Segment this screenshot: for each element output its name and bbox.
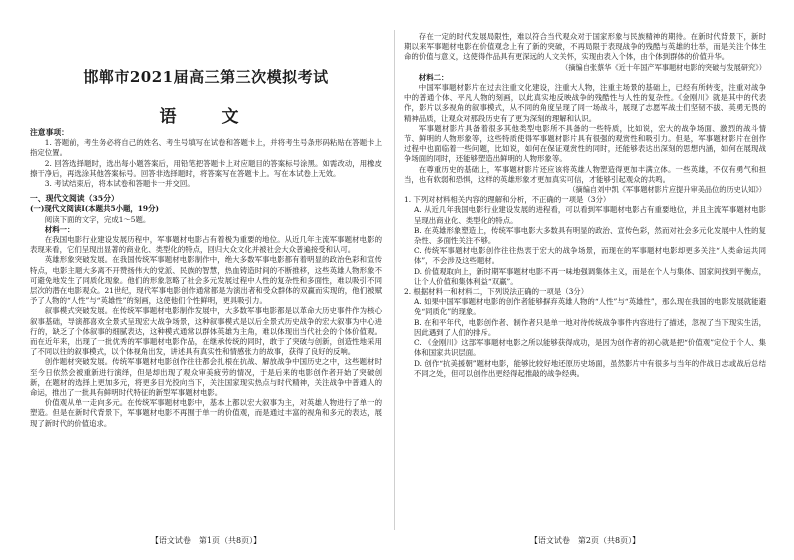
question-1-stem: 1. 下列对材料相关内容的理解和分析，不正确的一项是（3分）	[404, 195, 611, 205]
section-heading: 一、现代文阅读（35分）	[30, 194, 119, 204]
question-1-option: A. 从近几年我国电影行业建设发展的进程看，可以看到军事题材电影占有重要地位，并且主流军事题材电影呈现出商业化、类型化的特点。	[414, 205, 766, 225]
note-3: 3. 考试结束后，将本试卷和答题卡一并交回。	[44, 179, 195, 189]
subject-title: 语 文	[159, 107, 253, 127]
material-one-paragraph: 叙事模式突破发展。在传统军事题材电影制作发展中，大多数军事电影都是以革命大历史事件作为核心叙事基础，导演都喜欢全景式呈现宏大战争场景，这种叙事模式是以后全景式历史战争的宏大叙事为中心进行的，缺乏了个体叙事的细腻表达，这种模式通常以群体英雄为主角，难以体现出当代社会的个体价值观。而在近年来，出现了一批优秀的军事题材电影作品，在继承传统的同时，敢于了突破与创新，创造性地采用了不同以往的叙事模式，以个体视角出发，讲述具有真实性和情感张力的故事，获得了良好的反响。	[30, 306, 382, 357]
reading-instruction: 阅读下面的文字，完成1～5题。	[44, 214, 151, 224]
question-2-option: A. 如果中国军事题材电影的创作者能够摒弃英雄人物的“人性”与“英雄性”，那么现在我国的电影发展就能避免“同质化”的现象。	[414, 297, 766, 317]
material-two-paragraph: 军事题材影片具备着很多其他类型电影所不具备的一些特质，比如说，宏大的战争场面、激烈的战斗情节、鲜明的人物形象等，这些特质使得军事题材影片具有很强的观赏性和吸引力。但是，军事题材影片在创作过程中也面临着一些问题，比如说，如何在保证观赏性的同时，还能够表达出深刻的思想内涵，如何在展现战争场面的同时，还能够塑造出鲜明的人物形象等。	[404, 123, 766, 164]
material-one-paragraph: 价值观从单一走向多元。在传统军事题材电影中，基本上都以宏大叙事为主，对英雄人物进行了单一的塑造。但是在新时代背景下，军事题材电影不再囿于单一的价值观，而是通过丰富的视角和多元的表达，展现了新时代的价值追求。	[30, 398, 382, 428]
column-divider	[394, 30, 395, 530]
subsection-heading: (一)现代文阅读Ⅰ(本题共5小题，19分)	[30, 204, 159, 214]
question-2-option: D. 创作“抗美援朝”题材电影，能够比较好地还原历史场面，虽然影片中有很多与当年的作战日志或战后总结不同之处，但可以创作出更经得起推敲的战争经典。	[414, 358, 766, 378]
notes-heading: 注意事项：	[30, 128, 69, 137]
question-1-option: B. 在英雄形象塑造上，传统军事电影大多数具有明显的政治、宣传色彩，然而对社会多元化发展中人性的复杂性、多面性关注不够。	[414, 225, 766, 246]
material-one-paragraph: 在我国电影行业建设发展历程中，军事题材电影占有着极为重要的地位。从近几年主流军事题材电影的表现来看，它们呈现出显著的商业化、类型化的特点，回归大众文化并被社会大众普遍接受和认可。	[30, 235, 382, 255]
material-one-paragraph: 英雄形象突破发展。在我国传统军事题材电影制作中，绝大多数军事电影都有着明显的政治色彩和宣传特点，电影主题大多离不开赞扬伟大的党派、民族的智慧，热血铸造时间的不断推移，这些英雄人物形象不可避免地发生了同质化现象。他们的形象忽略了社会多元发展过程中人性的复杂性和多面性，难以吸引不同层次的潜在电影观众。21世纪，现代军事电影创作通常都是为演出者和受众群体的双赢而实现的，他们被赋予了人物的“人性”与“英雄性”的刻画，这使他们个性鲜明，更具吸引力。	[30, 255, 382, 306]
page-footer: 【语文试卷 第1页（共8页）】	[150, 536, 262, 545]
page-two-column	[404, 0, 766, 560]
material-two-label: 材料二：	[418, 72, 449, 82]
question-2-option: B. 在和平年代，电影创作者、制作者只是单一地对待传统战争事件内容进行了描述，忽视了当下现实生活，因此遇到了人们的排斥。	[414, 317, 766, 337]
source-citation: （摘编自刘中凯《军事题材影片应提升审美品位的历史认知》）	[568, 185, 766, 195]
exam-title: 邯郸市2021届高三第三次模拟考试	[83, 68, 329, 86]
page-two-body	[404, 32, 766, 379]
material-one-paragraph: 创作题材突破发展。传统军事题材电影创作往往都会扎根在抗战、解放战争中国历史之中，这些题材时至今日依然会被重新进行演绎，但是却出现了观众审美疲劳的情况，于是后来的电影创作者开始了突破创新，在题材的选择上更加多元，将更多目光投向当下，关注国家现实热点与时代精神，关注战争中普通人的命运，推出了一批具有鲜明时代特征的新型军事题材电影。	[30, 357, 382, 398]
material-two-paragraph: 在尊重历史的基础上，军事题材影片还应该将英雄人物塑造得更加丰满立体。一些英雄，不仅有勇气和担当，也有软弱和恐惧，这样的英雄形象才更加真实可信，才能够引起观众的共鸣。	[404, 164, 766, 184]
note-2: 2. 回答选择题时，选出每小题答案后，用铅笔把答题卡上对应题目的答案标号涂黑。如需改动，用橡皮擦干净后，再选涂其他答案标号。回答非选择题时，将答案写在答题卡上。写在本试卷上无效。	[30, 158, 382, 178]
page-one-column	[30, 0, 382, 560]
question-2-stem: 2. 根据材料一和材料二，下列说法正确的一项是（3分）	[404, 287, 589, 297]
material-one-continuation: 存在一定的时代发展局限性，难以符合当代观众对于国家形象与民族精神的期待。在新时代背景下，新时期以来军事题材电影在价值观念上有了新的突破，不再局限于表现战争的残酷与英雄的壮举，而是关注个体生命的价值与意义，这使得作品具有更深远的人文关怀，实现由表入个体，由个体到群体的价值升华。	[404, 32, 766, 62]
page-one-body	[30, 126, 382, 429]
note-1: 1. 答题前，考生务必将自己的姓名、考生号填写在试卷和答题卡上，并将考生号条形码粘贴在答题卡上指定位置。	[30, 138, 382, 158]
question-1-option: D. 价值观取向上，新时期军事题材电影不再一味地强调集体主义，而是在个人与集体、国家间找到平衡点，让个人价值和集体利益“双赢”。	[414, 266, 766, 286]
material-one-label: 材料一：	[44, 224, 75, 234]
question-2-option: C. 《金刚川》这部军事题材电影之所以能够获得成功，是因为创作者的初心就是把“价值观”定位于个人、集体和国家共识层面。	[414, 338, 766, 358]
question-1-option: C. 传统军事题材电影创作往往热衷于宏大的战争场景，而现在的军事题材电影却更多关注“人类命运共同体”，不会涉及这些题材。	[414, 246, 766, 266]
material-two-paragraph: 中国军事题材影片在过去注重文化建设，注重大人物，注重主场景的基础上，已经有所转变，注重对战争中的普通个体、平凡人物的刻画，以此真实地反映战争的残酷性与人性的复杂性。《金刚川》就是其中的代表作，影片以多视角的叙事模式，从不同的角度呈现了同一场战斗，展现了志愿军战士们坚韧不拔、英勇无畏的精神品质，让观众对那段历史有了更为深刻的理解和认识。	[404, 83, 766, 123]
source-citation: （摘编自张蔡华《近十年国产军事题材电影的突破与发展研究》）	[561, 62, 766, 72]
page-footer: 【语文试卷 第2页（共8页）】	[529, 536, 641, 545]
